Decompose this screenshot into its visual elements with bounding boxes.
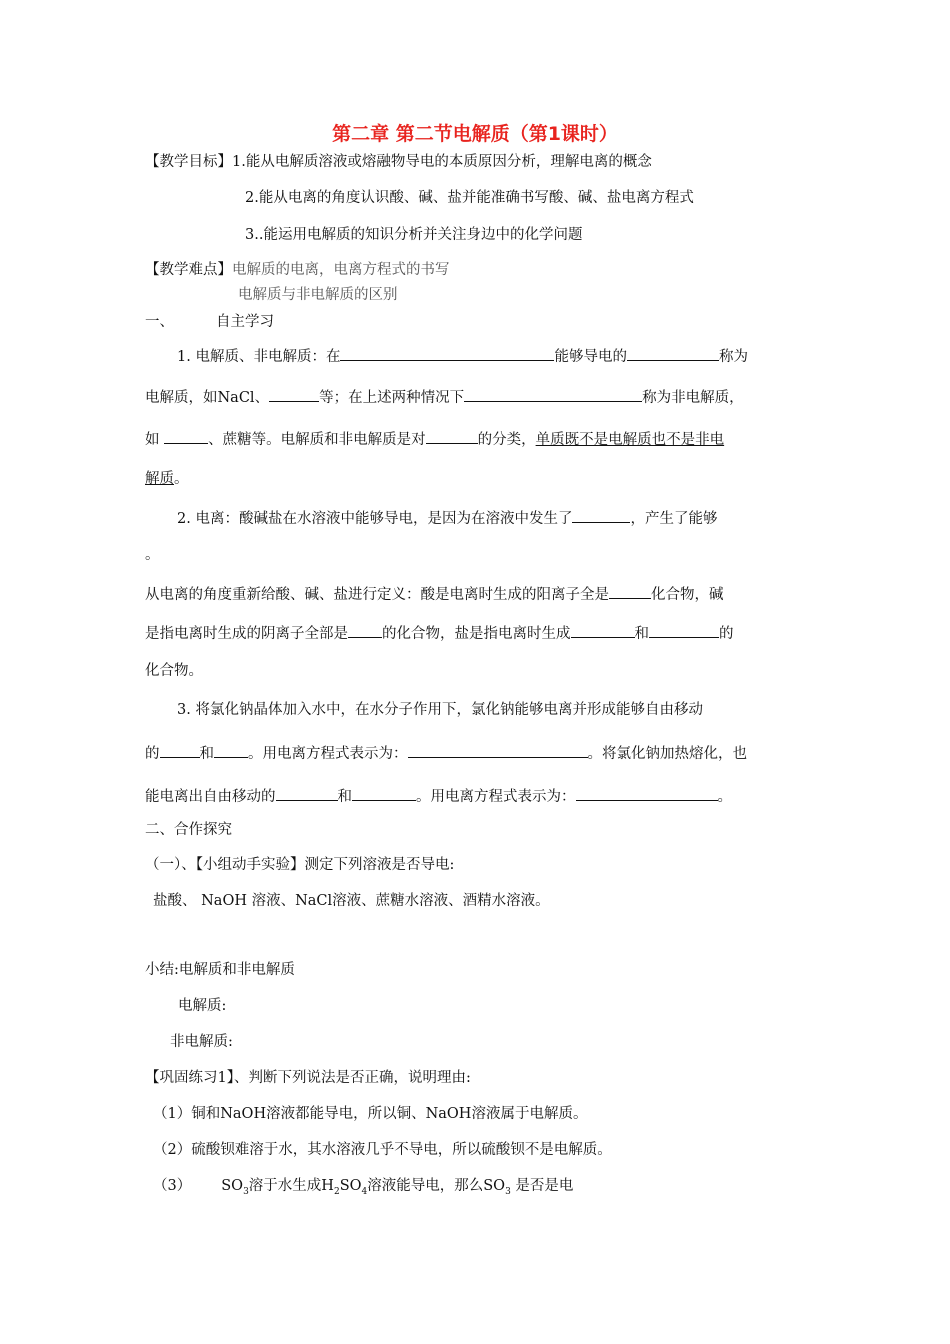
p1-text-c: 称为 xyxy=(718,349,748,365)
q3-text-d: 溶液能导电，那么SO xyxy=(367,1178,506,1194)
fill-blank[interactable] xyxy=(408,742,588,758)
p3-line-1: 3. 将氯化钠晶体加入水中，在水分子作用下，氯化钠能够电离并形成能够自由移动 xyxy=(177,702,703,718)
fill-blank[interactable] xyxy=(464,386,642,402)
p1-line-3 xyxy=(145,428,724,450)
p2-text-a: 2. 电离：酸碱盐在水溶液中能够导电，是因为在溶液中发生了 xyxy=(177,511,573,527)
fill-blank[interactable] xyxy=(214,742,248,758)
subscript: 3 xyxy=(243,1186,249,1197)
p2-line-4 xyxy=(145,622,734,644)
fill-blank[interactable] xyxy=(571,622,635,638)
p1-text-j-underlined: 单质既不是电解质也不是非电 xyxy=(535,432,725,448)
p2-line-2: 。 xyxy=(145,547,160,563)
p1-text-e: 等；在上述两种情况下 xyxy=(319,390,465,406)
p3-text-f: 能电离出自由移动的 xyxy=(145,789,276,805)
p3-text-h: 。用电离方程式表示为： xyxy=(416,789,576,805)
p3-line-3 xyxy=(145,785,732,807)
fill-blank[interactable] xyxy=(576,785,718,801)
p1-text-i: 的分类， xyxy=(477,432,536,448)
fill-blank[interactable] xyxy=(572,507,630,523)
section1-title: 自主学习 xyxy=(216,314,274,330)
p1-text-a: 1. 电解质、非电解质：在 xyxy=(177,349,341,365)
fill-blank[interactable] xyxy=(649,622,719,638)
p3-line-2 xyxy=(145,742,747,764)
fill-blank[interactable] xyxy=(160,742,200,758)
objective-item-2: 2.能从电离的角度认识酸、碱、盐并能准确书写酸、碱、盐电离方程式 xyxy=(245,190,694,206)
p2-line-5: 化合物。 xyxy=(145,663,203,679)
difficulty-line-1 xyxy=(145,260,450,280)
practice-question-1: （1）铜和NaOH溶液都能导电，所以铜、NaOH溶液属于电解质。 xyxy=(153,1106,588,1122)
practice-title: 【巩固练习1】、判断下列说法是否正确，说明理由: xyxy=(145,1070,471,1086)
p1-text-b: 能够导电的 xyxy=(554,349,627,365)
p3-text-e: 。将氯化钠加热熔化，也 xyxy=(587,746,747,762)
non-electrolyte-label: 非电解质: xyxy=(170,1034,233,1050)
p2-text-f: 是指电离时生成的阴离子全部是 xyxy=(145,626,348,642)
objectives-label: 【教学目标】 xyxy=(145,154,232,170)
fill-blank[interactable] xyxy=(276,785,338,801)
p2-line-3 xyxy=(145,583,724,605)
p2-text-g: 的化合物，盐是指电离时生成 xyxy=(382,626,571,642)
q3-number: （3） xyxy=(153,1178,192,1194)
electrolyte-label: 电解质: xyxy=(178,998,227,1014)
difficulty-item-1: 电解质的电离，电离方程式的书写 xyxy=(232,262,450,278)
subscript: 3 xyxy=(505,1186,511,1197)
p1-text-k-underlined: 解质 xyxy=(145,471,174,487)
p3-text-c: 和 xyxy=(199,746,214,762)
practice-question-3 xyxy=(153,1176,573,1202)
q3-text-a: SO xyxy=(221,1178,244,1194)
fill-blank[interactable] xyxy=(340,345,554,361)
difficulty-label: 【教学难点】 xyxy=(145,262,232,278)
p3-text-d: 。用电离方程式表示为： xyxy=(248,746,408,762)
fill-blank[interactable] xyxy=(609,583,651,599)
objective-item-3: 3..能运用电解质的知识分析并关注身边中的化学问题 xyxy=(245,227,583,243)
p2-text-h: 和 xyxy=(634,626,649,642)
p2-text-i: 的 xyxy=(719,626,734,642)
p2-text-e: 化合物，碱 xyxy=(651,587,724,603)
fill-blank[interactable] xyxy=(164,428,208,444)
section1-heading xyxy=(145,312,274,332)
fill-blank[interactable] xyxy=(627,345,719,361)
experiment-title: （一）、【小组动手实验】测定下列溶液是否导电: xyxy=(145,857,455,873)
subscript: 2 xyxy=(333,1186,340,1197)
p1-line-4 xyxy=(145,469,189,489)
difficulty-item-2: 电解质与非电解质的区别 xyxy=(238,287,398,303)
objective-item-1: 1.能从电解质溶液或熔融物导电的本质原因分析，理解电离的概念 xyxy=(232,154,652,170)
section1-number: 一、 xyxy=(145,314,174,330)
experiment-items: 盐酸、 NaOH 溶液、NaCl溶液、蔗糖水溶液、酒精水溶液。 xyxy=(153,893,550,909)
q3-text-b: 溶于水生成H xyxy=(248,1178,334,1194)
p2-text-b: ，产生了能够 xyxy=(630,511,718,527)
summary-title: 小结:电解质和非电解质 xyxy=(145,962,295,978)
p3-text-b: 的 xyxy=(145,746,160,762)
p3-text-i: 。 xyxy=(717,789,732,805)
p1-line-2 xyxy=(145,386,744,408)
fill-blank[interactable] xyxy=(348,622,382,638)
fill-blank[interactable] xyxy=(269,386,319,402)
p1-text-g: 如 xyxy=(145,432,165,448)
p3-text-g: 和 xyxy=(337,789,352,805)
subscript: 4 xyxy=(361,1186,368,1197)
objectives-line-1 xyxy=(145,152,652,172)
fill-blank[interactable] xyxy=(352,785,416,801)
fill-blank[interactable] xyxy=(426,428,478,444)
practice-question-2: （2）硫酸钡难溶于水，其水溶液几乎不导电，所以硫酸钡不是电解质。 xyxy=(153,1142,612,1158)
p1-text-f: 称为非电解质， xyxy=(642,390,744,406)
p1-text-l: 。 xyxy=(174,471,189,487)
p1-line-1 xyxy=(177,345,748,367)
q3-text-e: 是否是电 xyxy=(510,1178,574,1194)
p1-text-h: 、蔗糖等。电解质和非电解质是对 xyxy=(208,432,426,448)
p2-line-1 xyxy=(177,507,717,529)
q3-text-c: SO xyxy=(339,1178,362,1194)
section2-title: 二、合作探究 xyxy=(145,822,232,838)
p1-text-d: 电解质，如NaCl、 xyxy=(145,390,270,406)
page-title: 第二章 第二节电解质（第1课时） xyxy=(332,123,618,145)
p2-text-d: 从电离的角度重新给酸、碱、盐进行定义：酸是电离时生成的阳离子全是 xyxy=(145,587,609,603)
